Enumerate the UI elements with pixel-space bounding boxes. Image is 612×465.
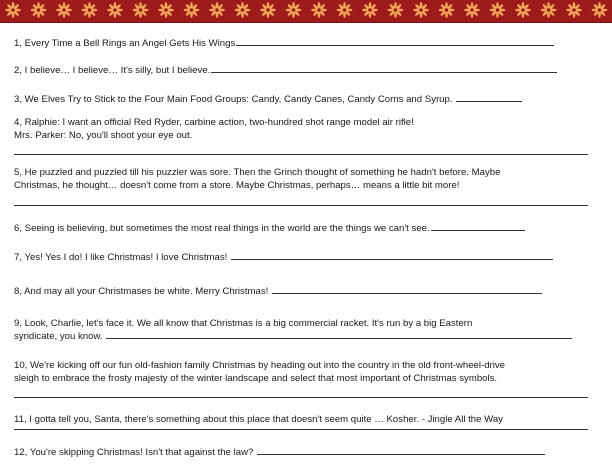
snowflake-icon — [107, 2, 123, 18]
question-12-text: 12, You're skipping Christmas! Isn't that against the law? — [14, 447, 254, 458]
snowflake-icon — [260, 2, 276, 18]
snowflake-icon — [464, 2, 480, 18]
question-11-text: 11, I gotta tell you, Santa, there's something about this place that doesn't seem quite … Kosher. - Jingle All the Way — [14, 414, 503, 425]
question-9-line-1: 9, Look, Charlie, let's face it. We all know that Christmas is a big commercial racket. It's run by a big Eastern — [14, 318, 473, 329]
question-1-text: 1, Every Time a Bell Rings an Angel Gets His Wings — [14, 38, 236, 49]
question-7 — [14, 251, 588, 264]
snowflake-icon — [362, 2, 378, 18]
question-7-text: 7, Yes! Yes I do! I like Christmas! I love Christmas! — [14, 252, 228, 263]
snowflake-icon — [133, 2, 149, 18]
question-4-line-1: 4, Ralphie: I want an official Red Ryder, carbine action, two-hundred shot range model air rifle! — [14, 117, 414, 128]
snowflake-border — [0, 0, 612, 22]
question-8-text: 8, And may all your Christmases be white. Merry Christmas! — [14, 286, 269, 297]
question-9 — [14, 317, 588, 343]
answer-blank-12[interactable] — [257, 454, 545, 455]
question-8 — [14, 285, 588, 298]
snowflake-icon — [209, 2, 225, 18]
question-1 — [14, 37, 588, 50]
question-6-text: 6, Seeing is believing, but sometimes the most real things in the world are the things we can't see. — [14, 223, 430, 234]
question-10-line-2: sleigh to embrace the frosty majesty of the winter landscape and select that most important of Christmas symbols. — [14, 373, 498, 385]
snowflake-icon — [413, 2, 429, 18]
answer-blank-9[interactable] — [106, 338, 572, 339]
question-12 — [14, 446, 588, 459]
decorative-banner — [0, 0, 612, 23]
answer-blank-4[interactable] — [14, 154, 588, 155]
question-10 — [14, 359, 588, 385]
snowflake-icon — [515, 2, 531, 18]
snowflake-icon — [5, 2, 21, 18]
snowflake-icon — [184, 2, 200, 18]
question-4-line-2: Mrs. Parker: No, you'll shoot your eye out. — [14, 130, 193, 142]
snowflake-icon — [388, 2, 404, 18]
question-5-line-1: 5, He puzzled and puzzled till his puzzler was sore. Then the Grinch thought of something he hadn't before. Maybe — [14, 167, 501, 178]
question-2-text: 2, I believe… I believe… It's silly, but I believe. — [14, 65, 211, 76]
answer-blank-2[interactable] — [211, 72, 557, 73]
snowflake-icon — [337, 2, 353, 18]
snowflake-icon — [56, 2, 72, 18]
snowflake-icon — [235, 2, 251, 18]
snowflake-icon — [286, 2, 302, 18]
snowflake-icon — [541, 2, 557, 18]
answer-blank-8[interactable] — [272, 293, 542, 294]
answer-blank-10[interactable] — [14, 397, 588, 398]
snowflake-icon — [158, 2, 174, 18]
question-10-line-1: 10, We're kicking off our fun old-fashion family Christmas by heading out into the country in the old front-wheel-drive — [14, 360, 506, 371]
question-4 — [14, 116, 588, 142]
snowflake-icon — [592, 2, 608, 18]
snowflake-icon — [490, 2, 506, 18]
answer-blank-11[interactable] — [14, 429, 588, 430]
snowflake-icon — [439, 2, 455, 18]
question-5-line-2: Christmas, he thought… doesn't come from a store. Maybe Christmas, perhaps… means a little bit more! — [14, 180, 460, 192]
answer-blank-5[interactable] — [14, 205, 588, 206]
snowflake-icon — [311, 2, 327, 18]
answer-blank-1[interactable] — [236, 45, 554, 46]
answer-blank-3[interactable] — [456, 101, 522, 102]
question-2 — [14, 64, 588, 77]
answer-blank-7[interactable] — [231, 259, 553, 260]
snowflake-icon — [566, 2, 582, 18]
question-3-text: 3, We Elves Try to Stick to the Four Main Food Groups: Candy, Candy Canes, Candy Corns and Syrup. — [14, 94, 453, 105]
question-3 — [14, 93, 588, 106]
question-5 — [14, 166, 588, 192]
question-9-line-2: syndicate, you know. — [14, 331, 103, 343]
answer-blank-6[interactable] — [431, 230, 525, 231]
question-11 — [14, 413, 588, 426]
question-6 — [14, 222, 588, 235]
snowflake-icon — [31, 2, 47, 18]
snowflake-icon — [82, 2, 98, 18]
